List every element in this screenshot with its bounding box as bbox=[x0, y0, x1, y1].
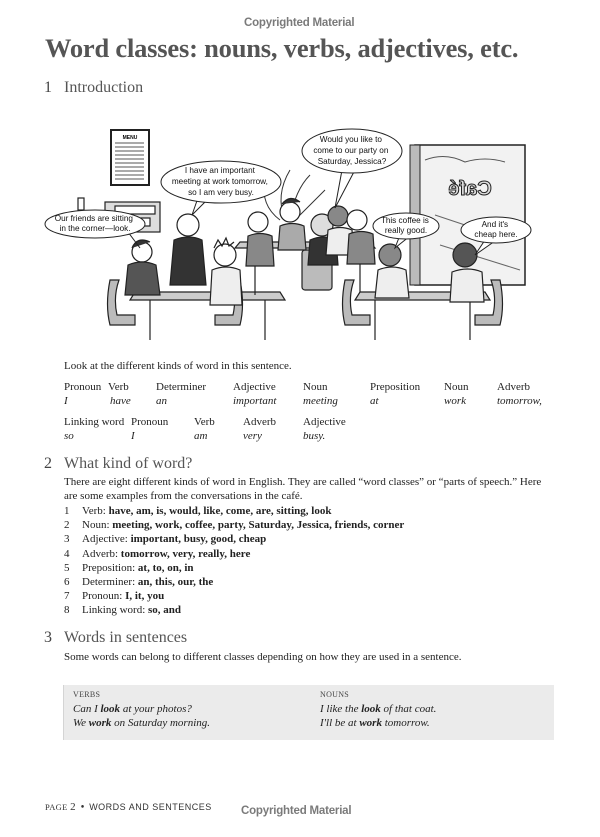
example-sentence bbox=[320, 716, 436, 730]
page-label bbox=[45, 802, 76, 812]
word-pair bbox=[156, 380, 206, 408]
section-heading-what-kind bbox=[44, 455, 192, 473]
key-word: work bbox=[88, 717, 112, 729]
list-label: Verb: bbox=[82, 505, 109, 517]
list-number: 4 bbox=[64, 547, 70, 560]
bubble-text-line: I have an important bbox=[184, 166, 255, 175]
word-class-label: Adjective bbox=[233, 381, 276, 393]
example-sentence bbox=[320, 702, 436, 716]
list-examples: an, this, our, the bbox=[137, 576, 214, 589]
example-word: an bbox=[156, 395, 167, 407]
word-pair bbox=[64, 380, 101, 408]
word-pair bbox=[303, 380, 338, 408]
word-class-label: Preposition bbox=[370, 381, 421, 393]
word-pair bbox=[233, 380, 276, 408]
watermark-top: Copyrighted Material bbox=[244, 17, 355, 29]
list-label: Pronoun: bbox=[82, 590, 126, 603]
list-item bbox=[64, 518, 404, 532]
list-item bbox=[64, 589, 404, 603]
bubble-text-line: This coffee is bbox=[380, 216, 429, 225]
list-label: Linking word: bbox=[82, 604, 148, 617]
bullet-separator: • bbox=[79, 803, 86, 813]
section-title: Words in sentences bbox=[64, 629, 188, 646]
word-class-label: Noun bbox=[444, 381, 469, 393]
bubble-text-line: Our friends are sitting bbox=[54, 214, 133, 223]
section-title: What kind of word? bbox=[64, 455, 193, 472]
list-number: 7 bbox=[64, 590, 70, 603]
section-number: 1 bbox=[44, 79, 52, 96]
bubble-text-line: Saturday, Jessica? bbox=[317, 157, 387, 166]
menu-sign-text: MENU bbox=[122, 135, 138, 141]
word-class-label: Adjective bbox=[303, 416, 346, 428]
page-number: 2 bbox=[70, 801, 76, 813]
list-number: 1 bbox=[64, 505, 70, 517]
bubble-text-line: so I am very busy. bbox=[188, 188, 254, 197]
sentence-text: on Saturday morning. bbox=[111, 717, 211, 729]
word-pair bbox=[444, 380, 468, 408]
nouns-column bbox=[320, 690, 436, 730]
word-classes-paragraph: There are eight different kinds of word in English. They are called “word classes” or “parts of speech.” Here are some examples from the conversations in the café. bbox=[64, 476, 542, 502]
list-examples: have, am, is, would, like, come, are, sitting, look bbox=[108, 505, 332, 517]
bubble-text-line: meeting at work tomorrow, bbox=[171, 177, 268, 186]
list-item bbox=[64, 532, 404, 546]
example-word: tomorrow, bbox=[497, 395, 542, 407]
list-number: 2 bbox=[64, 519, 70, 532]
example-word: work bbox=[444, 395, 466, 407]
word-class-label: Noun bbox=[303, 381, 328, 393]
verbs-column bbox=[73, 690, 210, 730]
bubble-text-line: in the corner—look. bbox=[59, 224, 131, 233]
list-item bbox=[64, 575, 404, 589]
menu-board bbox=[111, 130, 149, 185]
list-item bbox=[64, 547, 404, 561]
svg-text:Would you like to come t bbox=[313, 135, 390, 166]
list-label: Adjective: bbox=[82, 533, 131, 546]
word-class-label: Determiner bbox=[156, 381, 207, 393]
section-number: 3 bbox=[44, 629, 52, 646]
word-class-label: Linking word bbox=[64, 416, 125, 428]
svg-text:Our friends are sitting bbox=[55, 214, 136, 233]
list-examples: I, it, you bbox=[125, 590, 165, 603]
bubble-text-line: cheap here. bbox=[474, 230, 518, 239]
speech-bubble-meeting bbox=[161, 161, 281, 215]
watermark-bottom: Copyrighted Material bbox=[241, 805, 352, 817]
section-number: 2 bbox=[44, 455, 52, 472]
sentence-text: I'll be at bbox=[320, 717, 360, 729]
word-pair bbox=[497, 380, 542, 408]
word-pair bbox=[108, 380, 131, 408]
bubble-text-line: really good. bbox=[384, 226, 428, 235]
example-word: I bbox=[64, 395, 68, 407]
list-label: Noun: bbox=[82, 519, 113, 532]
example-sentence bbox=[73, 716, 210, 730]
sentence-text: We bbox=[73, 717, 89, 729]
window-sign-text: Café bbox=[448, 178, 492, 200]
speech-bubble-party bbox=[302, 129, 402, 208]
word-pair bbox=[131, 415, 168, 443]
example-word: I bbox=[131, 430, 135, 442]
sentence-text: Can I bbox=[73, 703, 101, 715]
section-title: Introduction bbox=[64, 79, 144, 96]
nouns-heading: NOUNS bbox=[320, 690, 350, 699]
word-class-label: Verb bbox=[194, 416, 215, 428]
word-class-label: Pronoun bbox=[131, 416, 169, 428]
list-examples: tomorrow, very, really, here bbox=[120, 547, 251, 560]
bubble-text-line: And it's bbox=[481, 220, 509, 229]
list-examples: so, and bbox=[148, 604, 182, 617]
intro-instruction: Look at the different kinds of word in this sentence. bbox=[64, 360, 292, 372]
list-label: Preposition: bbox=[82, 561, 138, 574]
key-word: work bbox=[359, 717, 382, 729]
example-word: am bbox=[194, 430, 208, 442]
section-heading-words-in-sentences bbox=[44, 629, 187, 647]
word-class-list bbox=[64, 504, 404, 618]
chapter-title: WORDS AND SENTENCES bbox=[89, 802, 212, 812]
page-footer bbox=[45, 801, 212, 813]
page-label-text: PAGE bbox=[45, 802, 68, 812]
list-examples: important, busy, good, cheap bbox=[130, 533, 267, 546]
list-item bbox=[64, 603, 404, 617]
list-examples: at, to, on, in bbox=[137, 561, 194, 574]
cafe-illustration bbox=[40, 120, 540, 345]
word-class-label: Pronoun bbox=[64, 381, 102, 393]
section-heading-introduction bbox=[44, 79, 143, 97]
word-pair bbox=[370, 380, 420, 408]
word-pair bbox=[243, 415, 276, 443]
list-number: 6 bbox=[64, 576, 70, 589]
list-item bbox=[64, 504, 404, 518]
sentence-text: I like the bbox=[320, 703, 362, 715]
example-word: very bbox=[243, 430, 262, 442]
example-word: important bbox=[233, 395, 277, 407]
example-sentence bbox=[73, 702, 210, 716]
list-examples: meeting, work, coffee, party, Saturday, Jessica, friends, corner bbox=[112, 519, 405, 532]
bubble-text-line: Would you like to bbox=[319, 135, 382, 144]
word-class-label: Adverb bbox=[497, 381, 530, 393]
speech-bubble-friends bbox=[45, 210, 145, 248]
words-in-sentences-paragraph: Some words can belong to different classes depending on how they are used in a sentence. bbox=[64, 651, 462, 663]
example-word: have bbox=[110, 395, 131, 407]
word-pair bbox=[303, 415, 346, 443]
example-word: meeting bbox=[303, 395, 338, 407]
word-pair bbox=[194, 415, 215, 443]
list-label: Determiner: bbox=[82, 576, 138, 589]
word-class-label: Adverb bbox=[243, 416, 276, 428]
list-item bbox=[64, 561, 404, 575]
example-word: at bbox=[370, 395, 379, 407]
bubble-text-line: come to our party on bbox=[313, 146, 389, 155]
verbs-nouns-example-box bbox=[63, 685, 554, 740]
example-word: so bbox=[64, 430, 74, 442]
list-number: 3 bbox=[64, 533, 70, 546]
sentence-text: tomorrow. bbox=[381, 717, 430, 729]
verbs-heading: VERBS bbox=[73, 690, 101, 699]
word-pair bbox=[64, 415, 124, 443]
word-class-label: Verb bbox=[108, 381, 129, 393]
sentence-text: at your photos? bbox=[120, 703, 192, 715]
svg-text:This coffee is really go bbox=[381, 216, 431, 235]
key-word: look bbox=[100, 703, 121, 715]
sentence-text: of that coat. bbox=[380, 703, 437, 715]
list-number: 8 bbox=[64, 604, 70, 617]
list-label: Adverb: bbox=[82, 547, 121, 560]
key-word: look bbox=[361, 703, 381, 715]
page-title: Word classes: nouns, verbs, adjectives, etc. bbox=[45, 33, 519, 63]
example-word: busy. bbox=[303, 430, 326, 442]
list-number: 5 bbox=[64, 561, 70, 574]
